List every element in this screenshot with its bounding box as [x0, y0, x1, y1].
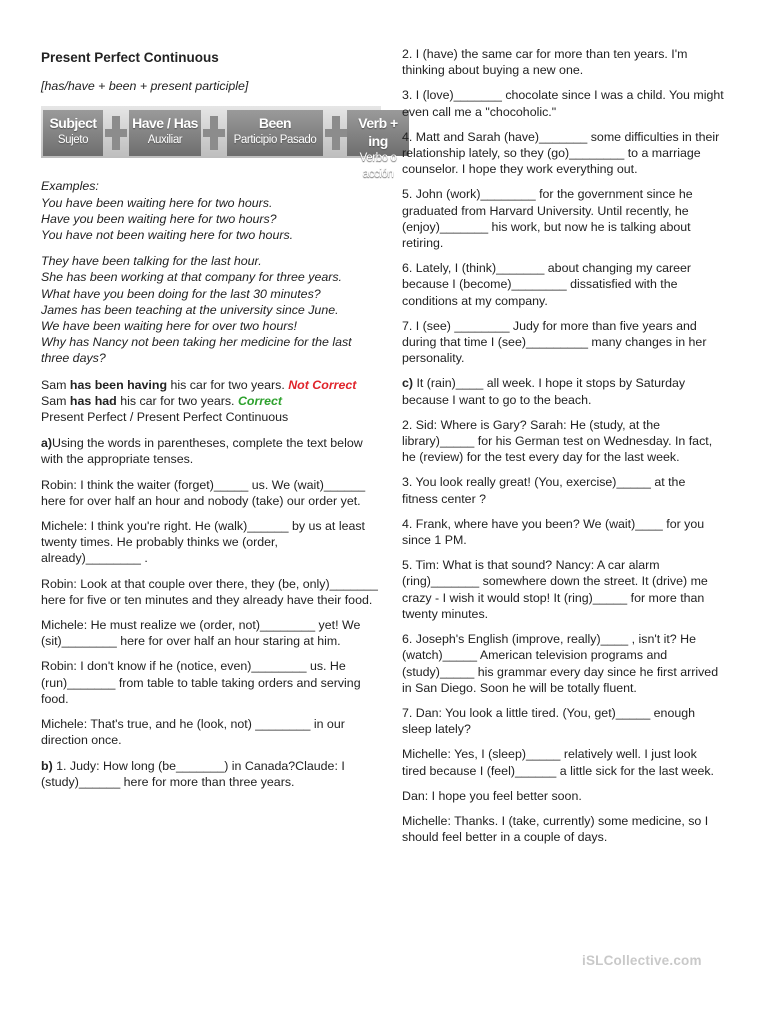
banner-auxiliary: Have / Has Auxiliar	[129, 110, 201, 156]
exercise-item: 3. You look really great! (You, exercise)_____ at the fitness center ?	[402, 475, 686, 506]
plus-icon	[203, 112, 225, 154]
exercise-item: 4. Matt and Sarah (have)_______ some difficulties in their relationship lately, so they (go)________ to a marriage counselor. I hope they work everything out.	[402, 129, 720, 177]
not-correct-tag: Not Correct	[288, 377, 357, 392]
plus-icon	[105, 112, 127, 154]
dialog-line: Robin: I don't know if he (notice, even)________ us. He (run)_______ from table to table taking orders and serving food.	[41, 659, 361, 706]
exercise-item: 3. I (love)_______ chocolate since I was a child. You might even call me a "chocoholic."	[402, 88, 724, 119]
example-line: Why has Nancy not been taking her medicine for the last three days?	[41, 335, 352, 366]
contrast-caption: Present Perfect / Present Perfect Continuous	[41, 410, 289, 425]
exercise-c-item: c) It (rain)____ all week. I hope it stops by Saturday because I want to go to the beach.	[402, 376, 686, 407]
example-line: She has been working at that company for three years.	[41, 270, 342, 285]
banner-been: Been Participio Pasado	[227, 110, 323, 156]
contrast-line-incorrect: Sam has been having his car for two years. Not Correct	[41, 377, 357, 392]
exercise-item: 7. Dan: You look a little tired. (You, get)_____ enough sleep lately?	[402, 705, 696, 737]
exercise-item: 4. Frank, where have you been? We (wait)____ for you since 1 PM.	[402, 516, 705, 548]
exercise-item: 7. I (see) ________ Judy for more than five years and during that time I (see)_________ many changes in her personality.	[402, 318, 707, 366]
exercise-b-item: b) 1. Judy: How long (be_______) in Canada?Claude: I (study)______ here for more than three years.	[41, 758, 345, 789]
formula: [has/have + been + present participle]	[41, 79, 249, 94]
example-line: You have been waiting here for two hours.	[41, 195, 273, 210]
left-column	[41, 46, 398, 799]
watermark: iSLCollective.com	[582, 953, 702, 968]
contrast-block	[41, 377, 381, 426]
dialog-line: Michele: That's true, and he (look, not) ________ in our direction once.	[41, 717, 345, 748]
example-line: You have not been waiting here for two hours.	[41, 228, 294, 243]
banner-verb-ing: Verb + ing Verbo o acción	[347, 110, 409, 156]
examples-block	[41, 178, 381, 243]
dialog-line: Robin: Look at that couple over there, they (be, only)_______ here for five or ten minutes and they already have their food.	[41, 576, 378, 607]
dialog-line: Michelle: Thanks. I (take, currently) some medicine, so I should feel better in a couple of days.	[402, 813, 709, 845]
dialog-line: Robin: I think the waiter (forget)_____ us. We (wait)______ here for over half an hour and nobody (take) our order yet.	[41, 477, 366, 508]
plus-icon	[325, 112, 347, 154]
dialog-line: Michele: I think you're right. He (walk)______ by us at least twenty times. He probably thinks we (order, already)________ .	[41, 519, 365, 566]
contrast-line-correct: Sam has had his car for two years. Correct	[41, 393, 283, 408]
exercise-item: 2. Sid: Where is Gary? Sarah: He (study, at the library)_____ for his German test on Wednesday. In fact, he (review) for the test every day for the last week.	[402, 417, 713, 465]
examples-heading: Examples:	[41, 179, 99, 194]
exercise-item: 6. Lately, I (think)_______ about changing my career because I (become)________ dissatisfied with the conditions at my company.	[402, 261, 692, 308]
example-line: What have you been doing for the last 30 minutes?	[41, 286, 321, 301]
right-column	[402, 46, 724, 854]
exercise-item: 6. Joseph's English (improve, really)____ , isn't it? He (watch)_____ American television programs and (study)_____ his grammar every day since he first arrived in San Diego. Soon he will be totally fluent.	[402, 632, 719, 695]
example-line: James has been teaching at the university since June.	[41, 302, 339, 317]
examples-block-2	[41, 253, 381, 366]
example-line: They have been talking for the last hour.	[41, 254, 262, 269]
page-title: Present Perfect Continuous	[41, 50, 219, 65]
exercise-a-instructions: a)Using the words in parentheses, complete the text below with the appropriate tenses.	[41, 436, 363, 467]
exercise-item: 2. I (have) the same car for more than ten years. I'm thinking about buying a new one.	[402, 47, 688, 78]
exercise-item: 5. Tim: What is that sound? Nancy: A car alarm (ring)_______ somewhere down the street. It (drive) me crazy - I wish it would stop! It (ring)_____ for more than twenty minutes.	[402, 558, 708, 621]
example-line: We have been waiting here for over two hours!	[41, 319, 297, 334]
dialog-line: Dan: I hope you feel better soon.	[402, 788, 582, 803]
example-line: Have you been waiting here for two hours?	[41, 211, 277, 226]
structure-banner	[41, 106, 398, 181]
correct-tag: Correct	[237, 393, 283, 408]
dialog-line: Michelle: Yes, I (sleep)_____ relatively well. I just look tired because I (feel)______ a little sick for the last week.	[402, 747, 714, 778]
banner-subject: Subject Sujeto	[43, 110, 103, 156]
dialog-line: Michele: He must realize we (order, not)________ yet! We (sit)________ here for over half an hour staring at him.	[41, 618, 361, 649]
exercise-item: 5. John (work)________ for the government since he graduated from Harvard University. Until recently, he (enjoy)_______ his work, but now he is talking about retiring.	[402, 187, 693, 251]
